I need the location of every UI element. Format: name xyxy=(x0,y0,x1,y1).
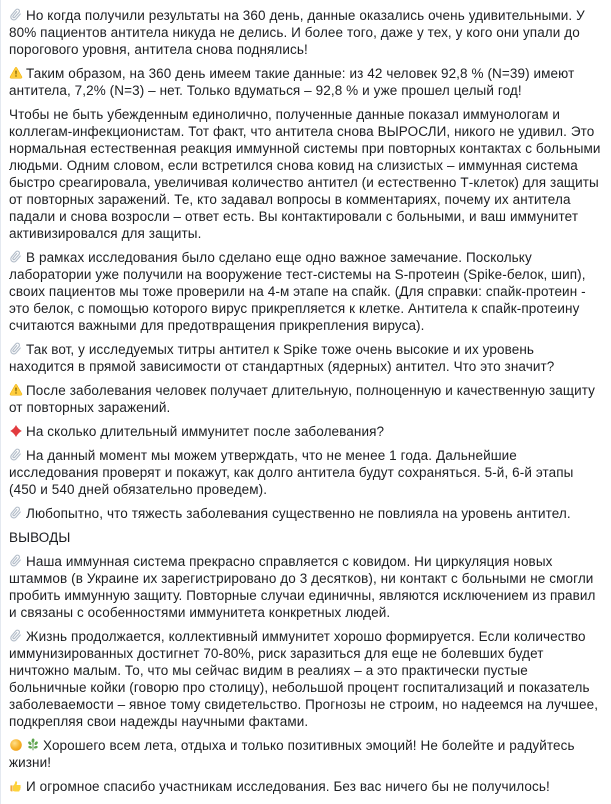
warning-icon xyxy=(9,383,23,397)
post-paragraph xyxy=(9,553,601,621)
sun-icon xyxy=(9,738,23,752)
paragraph-text: Хорошего всем лета, отдыха и только позитивных эмоций! Не болейте и радуйтесь жизни! xyxy=(9,738,579,770)
post-paragraph xyxy=(9,628,601,730)
paperclip-icon xyxy=(9,8,23,22)
post-paragraph xyxy=(9,529,601,546)
paperclip-icon xyxy=(9,629,23,643)
paragraph-text: И огромное спасибо участникам исследования. Без вас ничего бы не получилось! xyxy=(26,779,550,794)
post-paragraph xyxy=(9,382,601,416)
paragraph-text: Любопытно, что тяжесть заболевания существенно не повлияла на уровень антител. xyxy=(26,506,571,521)
paragraph-text: ВЫВОДЫ xyxy=(9,530,71,545)
paragraph-text: Наша иммунная система прекрасно справляется с ковидом. Ни циркуляция новых штаммов (в Украине их зарегистрировано до 3 десятков), ни контакт с больными не смогли пробить иммунную защиту. Повторные случаи единичны, являются исключением из правил и связаны с особенностями иммунитета конкретных людей. xyxy=(9,554,600,620)
post-paragraph xyxy=(9,341,601,375)
paragraph-text: Так вот, у исследуемых титры антител к Spike тоже очень высокие и их уровень находится в прямой зависимости от стандартных (ядерных) антител. Что это значит? xyxy=(9,342,555,374)
paperclip-icon xyxy=(9,250,23,264)
paragraph-text: Чтобы не быть убежденным единолично, полученные данные показал иммунологам и коллегам-инфекционистам. Тот факт, что антитела снова ВЫРОСЛИ, никого не удивил. Это нормальная естественная реакция иммунной системы при повторных контактах с больными людьми. Одним словом, если встретился снова ковид на слизистых – иммунная система быстро среагировала, увеличивая количество антител (и естественно Т-клеток) для защиты от повторных заражений. Те, кто задавал вопросы в комментариях, почему их антитела падали и снова возросли – ответ есть. Вы контактировали с больными, и ваш иммунитет активизировался для защиты. xyxy=(9,107,605,241)
paperclip-icon xyxy=(9,554,23,568)
diamond-icon xyxy=(9,424,23,438)
post-paragraph xyxy=(9,505,601,522)
post-paragraph xyxy=(9,778,601,795)
paperclip-icon xyxy=(9,506,23,520)
paragraph-text: В рамках исследования было сделано еще одно важное замечание. Поскольку лаборатории уже получили на вооружение тест-системы на S-протеин (Spike-белок, шип), своих пациентов мы тоже проверили на 4-м этапе на спайк. (Для справки: спайк-протеин - это белок, с помощью которого вирус прикрепляется к клетке. Антитела к спайк-протеину считаются важными для предотвращения прикрепления вируса). xyxy=(9,250,590,333)
thumbs-up-icon xyxy=(9,779,23,793)
paperclip-icon xyxy=(9,448,23,462)
paragraph-text: На данный момент мы можем утверждать, что не менее 1 года. Дальнейшие исследования проверят и покажут, как долго антитела будут сохраняться. 5-й, 6-й этапы (450 и 540 дней обязательно проведем). xyxy=(9,448,578,497)
paragraph-text: На сколько длительный иммунитет после заболевания? xyxy=(26,424,385,439)
post-paragraph xyxy=(9,737,601,771)
herb-icon xyxy=(26,738,40,752)
paragraph-text: Таким образом, на 360 день имеем такие данные: из 42 человек 92,8 % (N=39) имеют антитела, 7,2% (N=3) – нет. Только вдуматься – 92,8 % и уже прошел целый год! xyxy=(9,66,579,98)
paragraph-text: После заболевания человек получает длительную, полноценную и качественную защиту от повторных заражений. xyxy=(9,383,599,415)
paperclip-icon xyxy=(9,342,23,356)
post-paragraph xyxy=(9,447,601,498)
post-paragraph xyxy=(9,249,601,334)
post-paragraph xyxy=(9,7,601,58)
paragraph-text: Жизнь продолжается, коллективный иммунитет хорошо формируется. Если количество иммунизированных достигнет 70-80%, риск заразиться для еще не болевших будет ничтожно малым. То, что мы сейчас видим в реалиях – а это практически пустые больничные койки (говорю про столицу), небольшой процент госпитализаций и показатель заболеваемости – явное тому свидетельство. Прогнозы не строим, но надеемся на лучшее, подкрепляя свои надежды научными фактами. xyxy=(9,629,602,729)
post-paragraph xyxy=(9,65,601,99)
warning-icon xyxy=(9,66,23,80)
paragraph-text: Но когда получили результаты на 360 день, данные оказались очень удивительными. У 80% пациентов антитела никуда не делись. И более того, даже у тех, у кого они упали до порогового уровня, антитела снова поднялись! xyxy=(9,8,589,57)
post-paragraph xyxy=(9,423,601,440)
post-paragraph xyxy=(9,106,605,242)
